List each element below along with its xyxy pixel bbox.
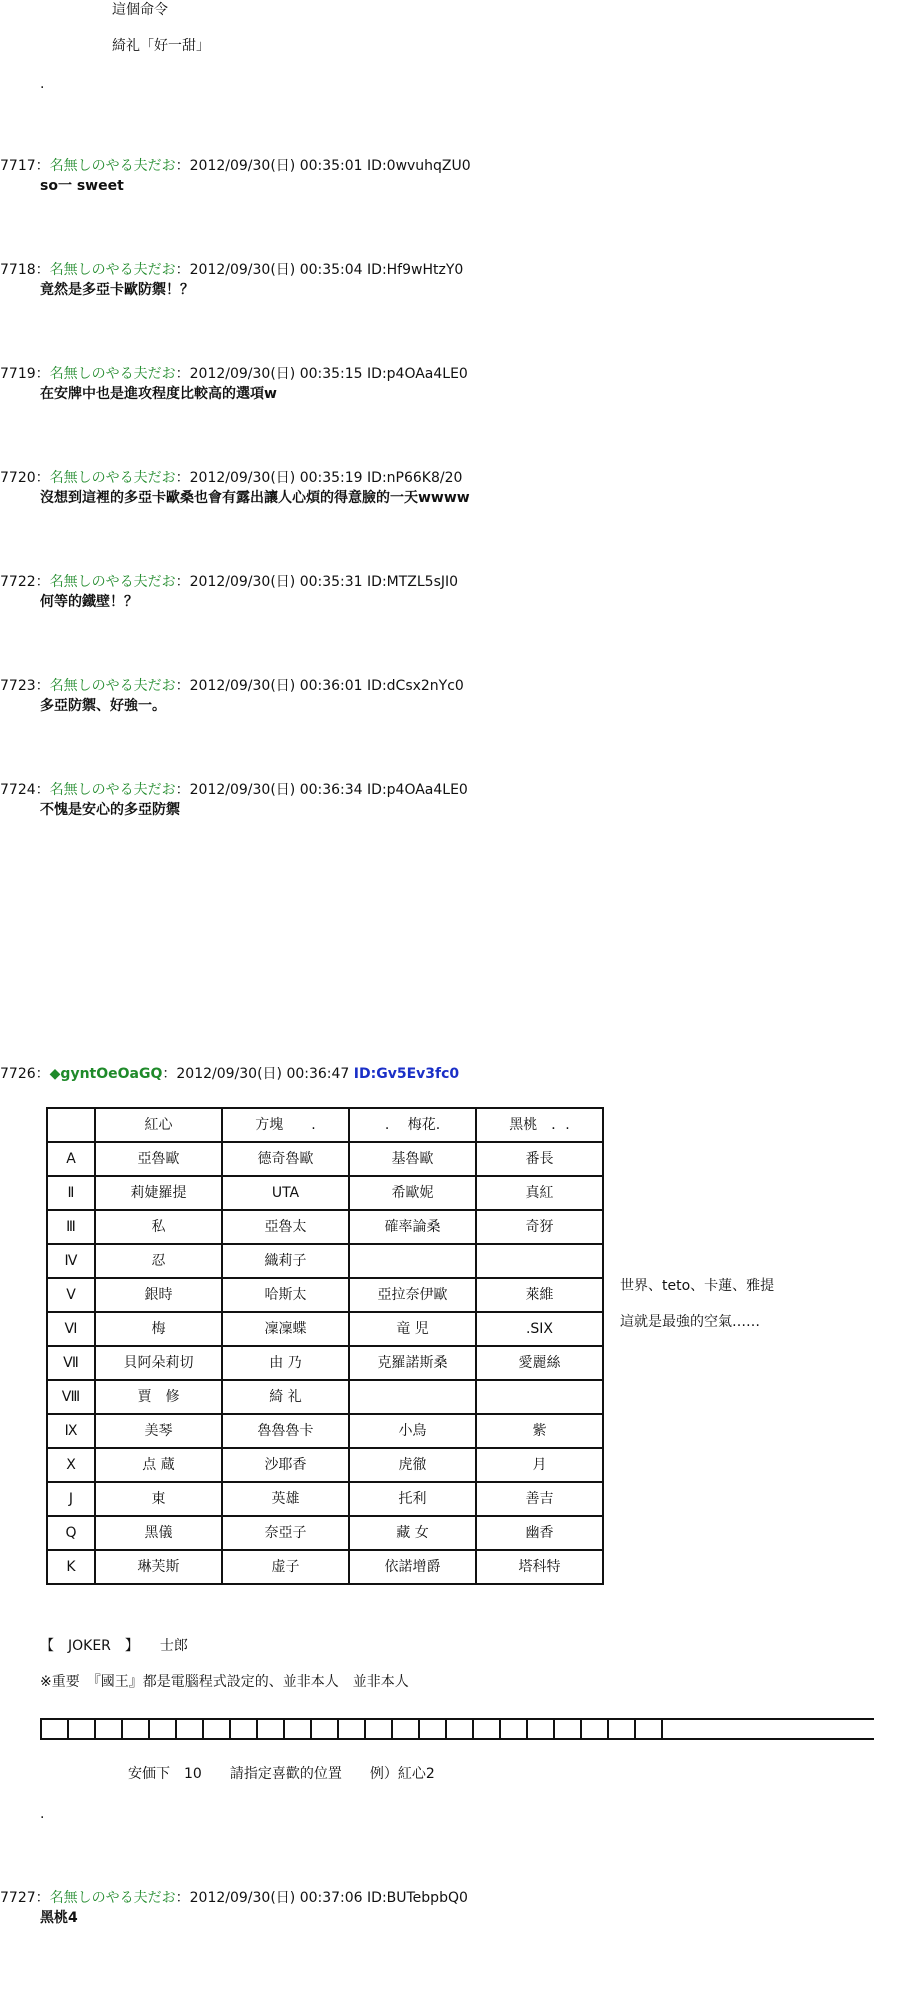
table-row bbox=[47, 1448, 603, 1482]
post-header bbox=[0, 678, 464, 694]
table-row bbox=[47, 1346, 603, 1380]
row-label: Ⅱ bbox=[47, 1176, 95, 1210]
table-cell bbox=[47, 1108, 95, 1142]
post-date-id: ：2012/09/30(日) 00:35:31 ID:MTZL5sJI0 bbox=[175, 574, 459, 590]
post-header bbox=[0, 262, 463, 278]
table-cell: 依諾增爵 bbox=[349, 1550, 476, 1584]
table-cell: 克羅諾斯桑 bbox=[349, 1346, 476, 1380]
dot-marker: . bbox=[40, 1806, 45, 1822]
post-body: 多亞防禦、好強一。 bbox=[40, 698, 166, 714]
table-cell: 奇犽 bbox=[476, 1210, 603, 1244]
table-cell: 凜凜蝶 bbox=[222, 1312, 349, 1346]
post-header bbox=[0, 158, 471, 174]
post-number[interactable]: 7718 bbox=[0, 262, 36, 278]
table-cell: 德奇魯歐 bbox=[222, 1142, 349, 1176]
side-note-1: 世界、teto、卡蓮、雅提 bbox=[620, 1278, 775, 1294]
table-cell: 琳芙斯 bbox=[95, 1550, 222, 1584]
top-line-1: 這個命令 bbox=[112, 2, 168, 18]
table-row bbox=[47, 1244, 603, 1278]
table-cell: 奈亞子 bbox=[222, 1516, 349, 1550]
post-number[interactable]: 7724 bbox=[0, 782, 36, 798]
table-cell: .SIX bbox=[476, 1312, 603, 1346]
op-post-header bbox=[0, 1066, 459, 1082]
post-body: 黑桃4 bbox=[40, 1910, 78, 1926]
table-cell: UTA bbox=[222, 1176, 349, 1210]
top-line-2: 綺礼「好一甜」 bbox=[112, 38, 210, 54]
poster-name: 名無しのやる夫だお bbox=[49, 158, 176, 174]
table-cell: 虎徹 bbox=[349, 1448, 476, 1482]
poster-name: 名無しのやる夫だお bbox=[49, 262, 176, 278]
table-cell: 希歐妮 bbox=[349, 1176, 476, 1210]
row-label: Ⅳ bbox=[47, 1244, 95, 1278]
table-cell: 東 bbox=[95, 1482, 222, 1516]
table-row bbox=[47, 1380, 603, 1414]
poster-id[interactable]: ID:Gv5Ev3fc0 bbox=[353, 1066, 460, 1082]
post-number[interactable]: 7726 bbox=[0, 1066, 36, 1082]
table-cell: 基魯歐 bbox=[349, 1142, 476, 1176]
row-label: K bbox=[47, 1550, 95, 1584]
row-label: Ⅸ bbox=[47, 1414, 95, 1448]
table-cell: 英雄 bbox=[222, 1482, 349, 1516]
price-instruction: 安価下 10 請指定喜歡的位置 例）紅心2 bbox=[128, 1766, 435, 1782]
table-cell: 貝阿朵莉切 bbox=[95, 1346, 222, 1380]
table-row bbox=[47, 1482, 603, 1516]
column-header-spades: 黑桃 ．. bbox=[476, 1108, 603, 1142]
separator: ： bbox=[35, 782, 50, 798]
separator: ： bbox=[35, 366, 50, 382]
separator: ： bbox=[35, 470, 50, 486]
row-label: J bbox=[47, 1482, 95, 1516]
row-label: Ⅶ bbox=[47, 1346, 95, 1380]
post-body: 竟然是多亞卡歐防禦！？ bbox=[40, 282, 194, 298]
separator: ： bbox=[35, 1890, 50, 1906]
separator: ： bbox=[35, 262, 50, 278]
table-row bbox=[47, 1176, 603, 1210]
table-row bbox=[47, 1210, 603, 1244]
post-body: 在安牌中也是進攻程度比較高的選項w bbox=[40, 386, 277, 402]
post-header bbox=[0, 782, 468, 798]
post-date-id: ：2012/09/30(日) 00:36:01 ID:dCsx2nYc0 bbox=[175, 678, 464, 694]
row-label: Ⅴ bbox=[47, 1278, 95, 1312]
table-cell: 忍 bbox=[95, 1244, 222, 1278]
post-date: ：2012/09/30(日) 00:36:47 bbox=[162, 1066, 350, 1082]
separator: ： bbox=[35, 158, 50, 174]
table-header-row bbox=[47, 1108, 603, 1142]
post-date-id: ：2012/09/30(日) 00:35:15 ID:p4OAa4LE0 bbox=[175, 366, 468, 382]
post-body: 何等的鐵壁！？ bbox=[40, 594, 138, 610]
post-date-id: ：2012/09/30(日) 00:35:19 ID:nP66K8/20 bbox=[175, 470, 463, 486]
table-cell: 藏 女 bbox=[349, 1516, 476, 1550]
table-cell bbox=[476, 1244, 603, 1278]
poster-name: 名無しのやる夫だお bbox=[49, 366, 176, 382]
table-cell: 小鳥 bbox=[349, 1414, 476, 1448]
table-cell: 紫 bbox=[476, 1414, 603, 1448]
table-cell: 沙耶香 bbox=[222, 1448, 349, 1482]
table-cell: 虚子 bbox=[222, 1550, 349, 1584]
post-date-id: ：2012/09/30(日) 00:35:01 ID:0wvuhqZU0 bbox=[175, 158, 471, 174]
post-number[interactable]: 7720 bbox=[0, 470, 36, 486]
table-row bbox=[47, 1278, 603, 1312]
table-row bbox=[47, 1550, 603, 1584]
table-cell: 黑儀 bbox=[95, 1516, 222, 1550]
table-cell: 善吉 bbox=[476, 1482, 603, 1516]
table-cell: 魯魯魯卡 bbox=[222, 1414, 349, 1448]
table-cell: 銀時 bbox=[95, 1278, 222, 1312]
dot-marker: . bbox=[40, 76, 45, 92]
row-label: A bbox=[47, 1142, 95, 1176]
post-number[interactable]: 7722 bbox=[0, 574, 36, 590]
table-cell: 由 乃 bbox=[222, 1346, 349, 1380]
table-cell: 萊維 bbox=[476, 1278, 603, 1312]
table-cell bbox=[349, 1380, 476, 1414]
post-header bbox=[0, 366, 468, 382]
card-table bbox=[46, 1107, 604, 1585]
table-cell: 托利 bbox=[349, 1482, 476, 1516]
column-header-hearts: 紅心 bbox=[95, 1108, 222, 1142]
post-number[interactable]: 7717 bbox=[0, 158, 36, 174]
row-label: Ⅹ bbox=[47, 1448, 95, 1482]
diamond-icon: ◆ bbox=[49, 1066, 61, 1082]
important-note: ※重要 『國王』都是電腦程式設定的、並非本人 並非本人 bbox=[40, 1674, 409, 1690]
table-cell: 点 蔵 bbox=[95, 1448, 222, 1482]
table-cell: 愛麗絲 bbox=[476, 1346, 603, 1380]
table-cell: 哈斯太 bbox=[222, 1278, 349, 1312]
table-row bbox=[47, 1142, 603, 1176]
poster-name: 名無しのやる夫だお bbox=[49, 574, 176, 590]
poster-name: 名無しのやる夫だお bbox=[49, 1890, 176, 1906]
table-cell: 莉婕羅提 bbox=[95, 1176, 222, 1210]
post-header bbox=[0, 574, 458, 590]
position-ruler bbox=[40, 1718, 874, 1740]
table-cell: 亞魯歐 bbox=[95, 1142, 222, 1176]
column-header-diamonds: 方塊 . bbox=[222, 1108, 349, 1142]
post-body: 不愧是安心的多亞防禦 bbox=[40, 802, 180, 818]
post-number[interactable]: 7719 bbox=[0, 366, 36, 382]
side-note-2: 這就是最強的空氣…… bbox=[620, 1314, 760, 1330]
poster-name: 名無しのやる夫だお bbox=[49, 470, 176, 486]
poster-name: 名無しのやる夫だお bbox=[49, 782, 176, 798]
post-number[interactable]: 7723 bbox=[0, 678, 36, 694]
post-number[interactable]: 7727 bbox=[0, 1890, 36, 1906]
table-cell: 梅 bbox=[95, 1312, 222, 1346]
table-cell: 塔科特 bbox=[476, 1550, 603, 1584]
table-cell: 竜 児 bbox=[349, 1312, 476, 1346]
table-cell: 綺 礼 bbox=[222, 1380, 349, 1414]
table-cell: 亞魯太 bbox=[222, 1210, 349, 1244]
table-cell: 幽香 bbox=[476, 1516, 603, 1550]
separator: ： bbox=[35, 1066, 50, 1082]
row-label: Ⅵ bbox=[47, 1312, 95, 1346]
post-header bbox=[0, 470, 462, 486]
table-cell: 確率論桑 bbox=[349, 1210, 476, 1244]
row-label: Ⅲ bbox=[47, 1210, 95, 1244]
post-date-id: ：2012/09/30(日) 00:35:04 ID:Hf9wHtzY0 bbox=[175, 262, 464, 278]
table-cell: 月 bbox=[476, 1448, 603, 1482]
separator: ： bbox=[35, 678, 50, 694]
table-cell: 私 bbox=[95, 1210, 222, 1244]
table-cell bbox=[476, 1380, 603, 1414]
row-label: Ⅷ bbox=[47, 1380, 95, 1414]
table-cell: 賈 修 bbox=[95, 1380, 222, 1414]
poster-name: 名無しのやる夫だお bbox=[49, 678, 176, 694]
post-date-id: ：2012/09/30(日) 00:37:06 ID:BUTebpbQ0 bbox=[175, 1890, 468, 1906]
table-cell: 美琴 bbox=[95, 1414, 222, 1448]
trip-code: gyntOeOaGQ bbox=[60, 1066, 163, 1082]
post-body: 沒想到這裡的多亞卡歐桑也會有露出讓人心煩的得意臉的一天wwww bbox=[40, 490, 470, 506]
table-row bbox=[47, 1516, 603, 1550]
table-cell: 亞拉奈伊歐 bbox=[349, 1278, 476, 1312]
post-body: so一 sweet bbox=[40, 178, 124, 194]
table-cell: 真紅 bbox=[476, 1176, 603, 1210]
separator: ： bbox=[35, 574, 50, 590]
table-row bbox=[47, 1312, 603, 1346]
row-label: Q bbox=[47, 1516, 95, 1550]
table-cell: 織莉子 bbox=[222, 1244, 349, 1278]
table-cell bbox=[349, 1244, 476, 1278]
post-header bbox=[0, 1890, 468, 1906]
post-date-id: ：2012/09/30(日) 00:36:34 ID:p4OAa4LE0 bbox=[175, 782, 468, 798]
table-row bbox=[47, 1414, 603, 1448]
column-header-clubs: . 梅花. bbox=[349, 1108, 476, 1142]
table-cell: 番長 bbox=[476, 1142, 603, 1176]
joker-line: 【 JOKER 】 士郎 bbox=[40, 1638, 188, 1654]
